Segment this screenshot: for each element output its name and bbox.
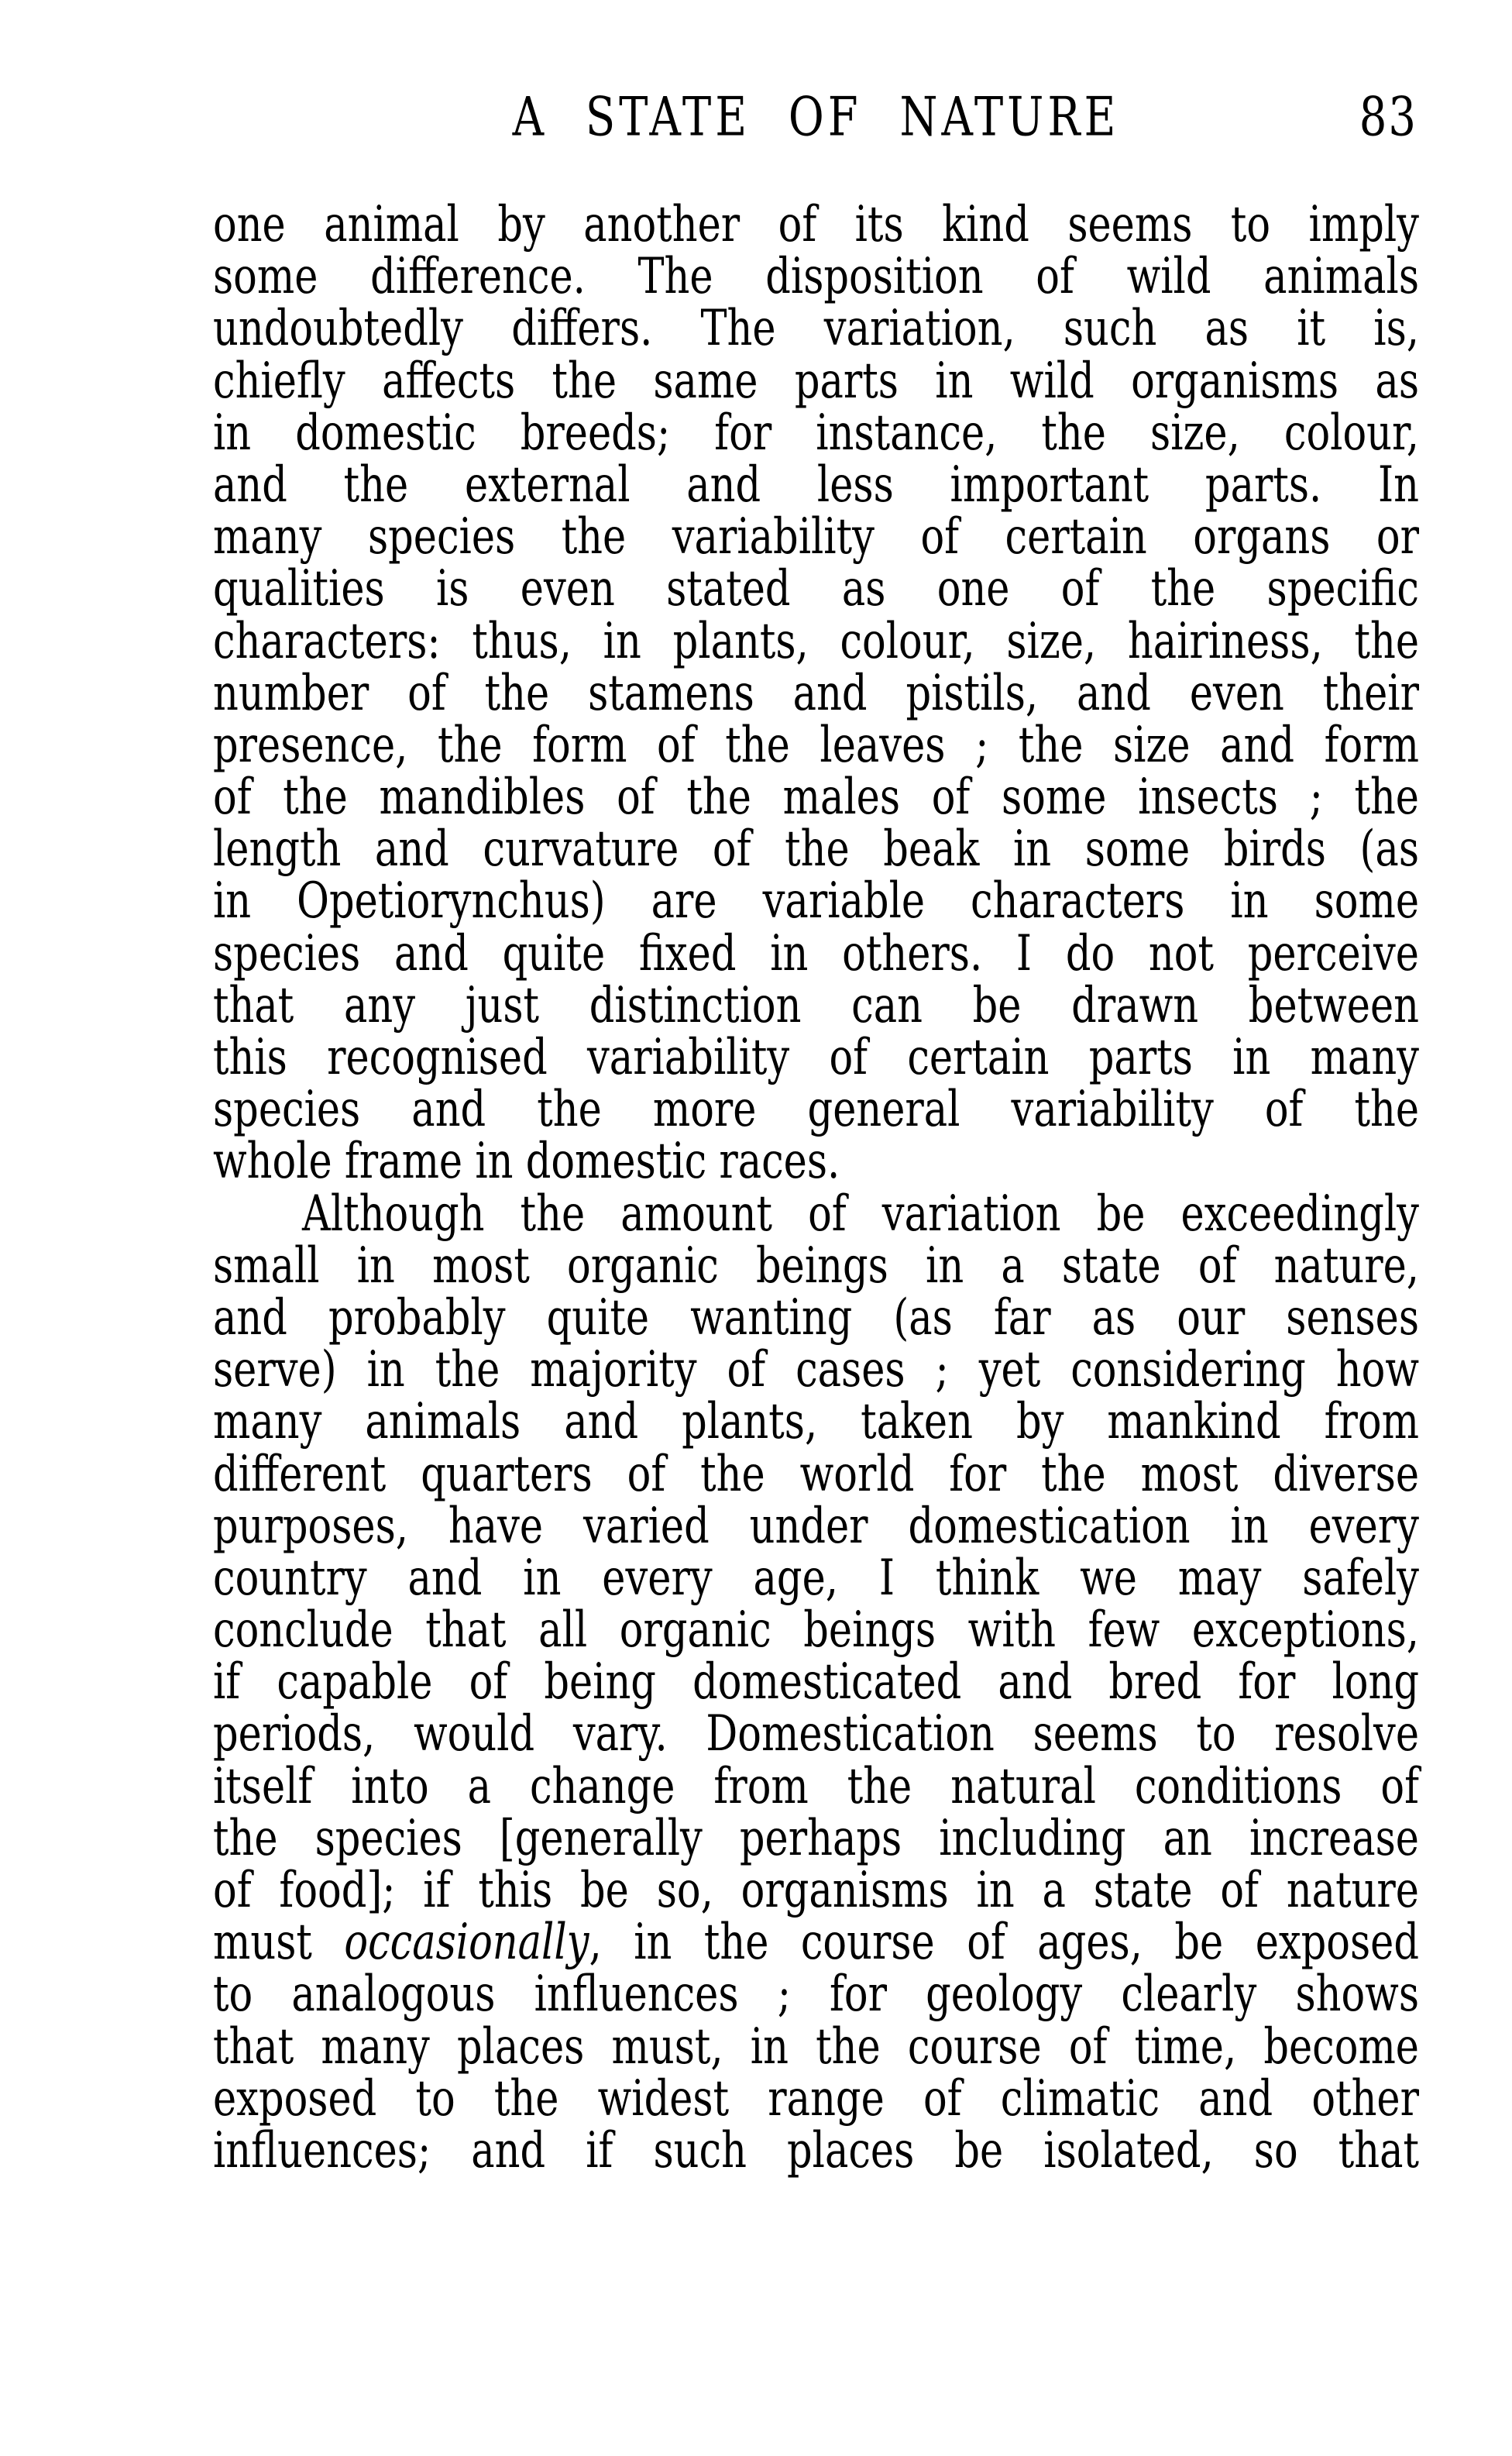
text-line: many species the variability of certain organs or [213, 509, 1419, 566]
text-line: species and the more general variability of the [213, 1082, 1419, 1139]
text-line: of the mandibles of the males of some insects ; the [213, 769, 1419, 827]
text-line: influences; and if such places be isolated, so that [213, 2122, 1419, 2179]
text-line: Although the amount of variation be exceedingly [302, 1185, 1419, 1243]
text-line: the species [generally perhaps including an increase [213, 1810, 1419, 1867]
text-line: must occasionally, in the course of ages, be exposed [213, 1914, 1419, 1972]
text-line: chiefly affects the same parts in wild organisms as [213, 353, 1419, 410]
text-line: in Opetiorynchus) are variable characters in some [213, 873, 1419, 930]
text-line: number of the stamens and pistils, and even their [213, 665, 1419, 722]
text-line: to analogous influences ; for geology clearly shows [213, 1966, 1419, 2024]
text-line: that many places must, in the course of time, become [213, 2018, 1419, 2076]
text-line: one animal by another of its kind seems to imply [213, 196, 1419, 254]
text-line: characters: thus, in plants, colour, size, hairiness, the [213, 613, 1419, 670]
text-column [213, 196, 1419, 2179]
text-line: small in most organic beings in a state of nature, [213, 1237, 1419, 1295]
text-line: and probably quite wanting (as far as our senses [213, 1289, 1419, 1347]
text-line: conclude that all organic beings with few exceptions, [213, 1601, 1419, 1660]
text-line: that any just distinction can be drawn between [213, 977, 1419, 1034]
text-line: some difference. The disposition of wild animals [213, 249, 1419, 306]
text-line: and the external and less important parts. In [213, 456, 1419, 514]
text-line: presence, the form of the leaves ; the size and form [213, 717, 1419, 774]
text-line: purposes, have varied under domestication in every [213, 1498, 1419, 1555]
page-title: A STATE OF NATURE [512, 86, 1120, 149]
text-line: in domestic breeds; for instance, the size, colour, [213, 404, 1419, 462]
text-line: length and curvature of the beak in some birds (as [213, 821, 1419, 879]
text-line: different quarters of the world for the most diverse [213, 1446, 1419, 1503]
text-line: exposed to the widest range of climatic and other [213, 2070, 1419, 2128]
text-line: itself into a change from the natural conditions of [213, 1758, 1419, 1815]
text-line: many animals and plants, taken by mankind from [213, 1394, 1419, 1451]
text-line: periods, would vary. Domestication seems to resolve [213, 1706, 1419, 1763]
text-line: serve) in the majority of cases ; yet considering how [213, 1342, 1419, 1399]
running-head [213, 86, 1419, 149]
text-line: if capable of being domesticated and bred for long [213, 1654, 1419, 1711]
text-line: whole frame in domestic races. [213, 1133, 840, 1191]
text-line: country and in every age, I think we may safely [213, 1550, 1419, 1607]
text-line: of food]; if this be so, organisms in a state of nature [213, 1862, 1419, 1920]
text-line: species and quite fixed in others. I do not perceive [213, 925, 1419, 982]
text-line: undoubtedly differs. The variation, such as it is, [213, 301, 1419, 358]
text-line: qualities is even stated as one of the specific [213, 561, 1419, 618]
page-number: 83 [1359, 86, 1418, 149]
text-line: this recognised variability of certain parts in many [213, 1029, 1419, 1087]
